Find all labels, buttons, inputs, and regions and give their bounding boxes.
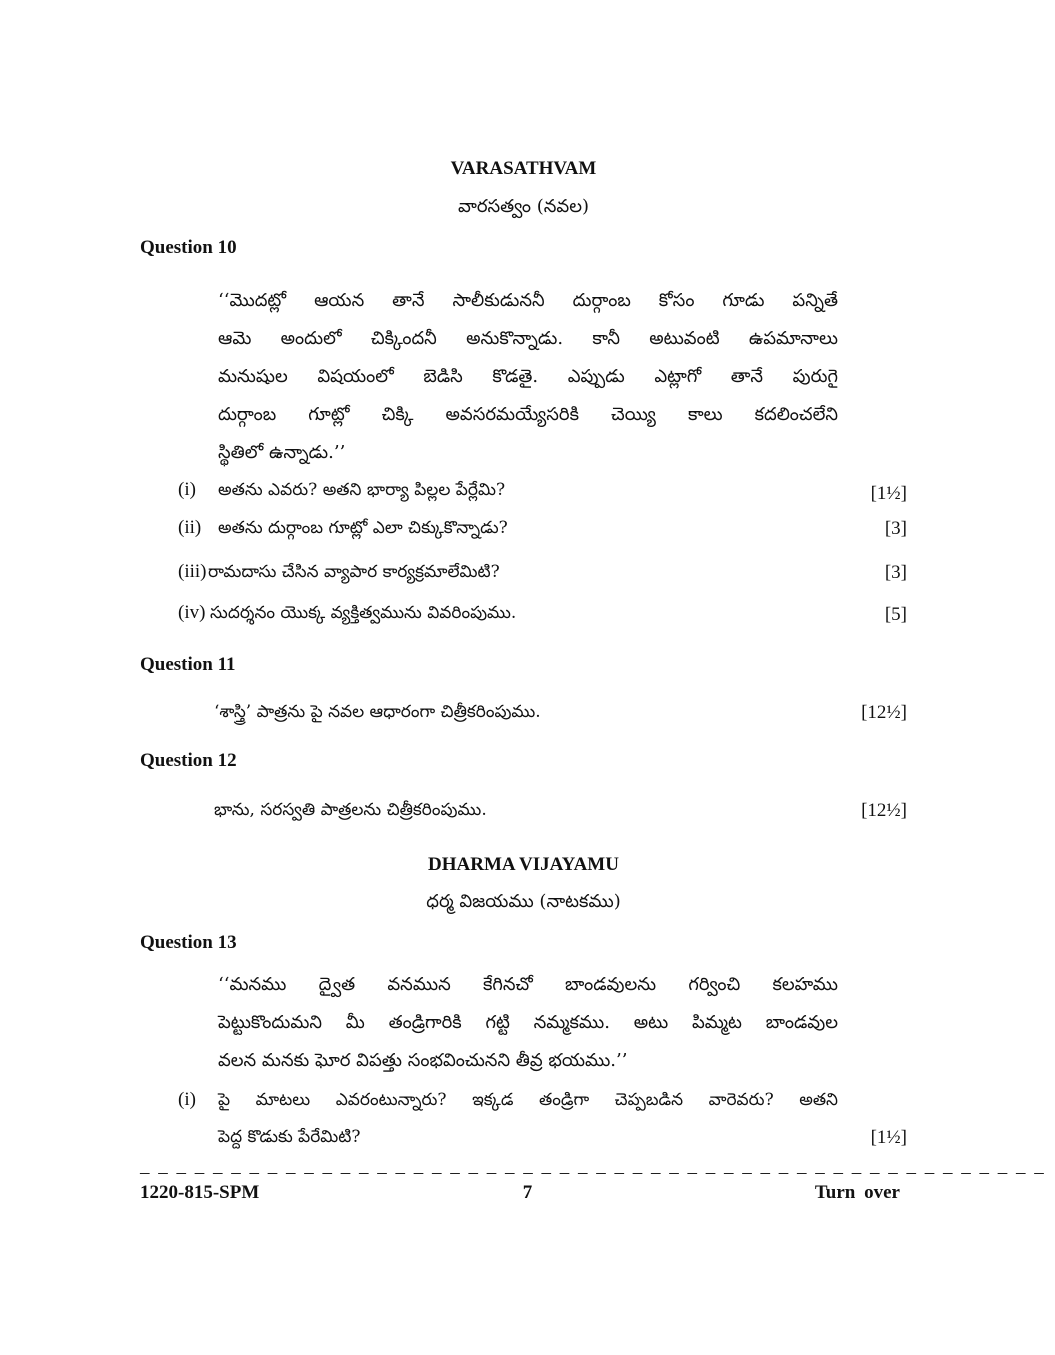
sub-question-text: రామదాసు చేసిన వ్యాపార కార్యక్రమాలేమిటి? bbox=[208, 562, 500, 582]
passage-line: ‘‘మనము ద్వైత వనమున కేగినచో బాండవులను గర్వించి కలహము bbox=[218, 974, 838, 995]
sub-question-text: సుదర్శనం యొక్క వ్యక్తిత్వమును వివరింపుము. bbox=[210, 603, 517, 623]
sub-question-text-continued: పెద్ద కొడుకు పేరేమిటి? bbox=[218, 1127, 361, 1147]
passage-line: స్థితిలో ఉన్నాడు.’’ bbox=[218, 442, 346, 463]
question-text: భాను, సరస్వతి పాత్రలను చిత్రీకరింపుము. bbox=[214, 800, 487, 820]
passage-q10 bbox=[218, 282, 838, 472]
sub-question-text: అతను ఎవరు? అతని భార్యా పిల్లల పేర్లేమి? bbox=[218, 480, 506, 500]
passage-q13 bbox=[218, 966, 838, 1080]
marks: [3] bbox=[884, 562, 907, 583]
marks: [12½] bbox=[861, 702, 907, 723]
question-heading: Question 11 bbox=[140, 654, 236, 675]
sub-question-number: (iii) bbox=[178, 561, 207, 582]
marks: [1½] bbox=[870, 1127, 907, 1148]
section-title-te: వారసత్వం (నవల) bbox=[457, 196, 590, 217]
paper-code: 1220-815-SPM bbox=[140, 1182, 260, 1203]
footer-dashed-rule: – – – – – – – – – – – – – – – – – – – – – – – – – – – – – – – – – – – – – – – – – – – – – – – – – – bbox=[140, 1162, 1046, 1183]
question-heading: Question 12 bbox=[140, 750, 237, 771]
passage-line: ఆమె అందులో చిక్కిందనీ అనుకొన్నాడు. కానీ అటువంటి ఉపమానాలు bbox=[218, 328, 838, 349]
marks: [1½] bbox=[870, 483, 907, 504]
passage-line: ‘‘మొదట్లో ఆయన తానే సాలీకుడుననీ దుర్గాంబ కోసం గూడు పన్నితే bbox=[218, 290, 838, 311]
passage-line: పెట్టుకొందుమని మీ తండ్రిగారికి గట్టి నమ్మకము. అటు పిమ్మట బాండవుల bbox=[218, 1012, 838, 1033]
section-title-en: VARASATHVAM bbox=[450, 158, 597, 179]
marks: [3] bbox=[884, 518, 907, 539]
section-title-te: ధర్మ విజయము (నాటకము) bbox=[426, 891, 621, 912]
sub-question-number: (ii) bbox=[178, 517, 202, 538]
question-heading: Question 10 bbox=[140, 237, 237, 258]
question-text: ‘శాస్త్రి’ పాత్రను పై నవల ఆధారంగా చిత్రీకరింపుము. bbox=[214, 702, 541, 722]
section-title-en: DHARMA VIJAYAMU bbox=[428, 854, 619, 875]
passage-line: మనుషుల విషయంలో బెడిసి కొడతై. ఎప్పుడు ఎట్లాగో తానే పురుగై bbox=[218, 366, 838, 387]
sub-question-number: (i) bbox=[178, 479, 196, 500]
marks: [12½] bbox=[861, 800, 907, 821]
sub-question-number: (i) bbox=[178, 1089, 196, 1110]
passage-line: వలన మనకు ఘోర విపత్తు సంభవించునని తీవ్ర భయము.’’ bbox=[218, 1050, 628, 1071]
turn-over-label: Turn over bbox=[814, 1182, 900, 1203]
marks: [5] bbox=[884, 604, 907, 625]
sub-question-text: పై మాటలు ఎవరంటున్నారు? ఇక్కడ తండ్రిగా చెప్పబడిన వారెవరు? అతని bbox=[218, 1090, 838, 1110]
sub-question-number: (iv) bbox=[178, 602, 206, 623]
sub-question-text: అతను దుర్గాంబ గూట్లో ఎలా చిక్కుకొన్నాడు? bbox=[218, 518, 508, 538]
question-heading: Question 13 bbox=[140, 932, 237, 953]
passage-line: దుర్గాంబ గూట్లో చిక్కి అవసరమయ్యేసరికి చెయ్యి కాలు కదలించలేని bbox=[218, 404, 838, 425]
page-number: 7 bbox=[522, 1182, 533, 1203]
